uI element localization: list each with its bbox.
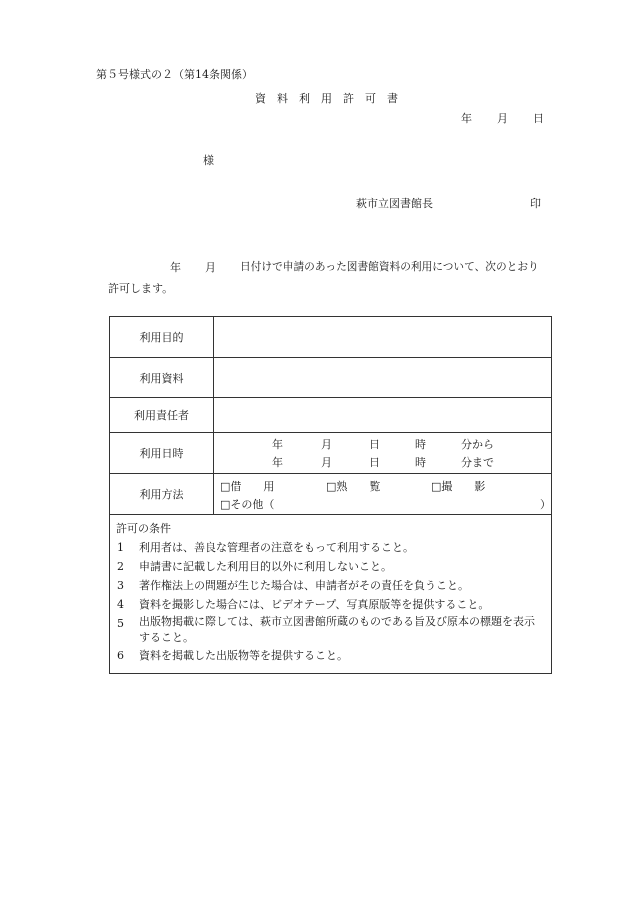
conditions-cell [110, 515, 552, 674]
condition-number: 6 [117, 649, 124, 662]
permit-table [109, 316, 552, 674]
method-value [214, 474, 552, 515]
datetime-to [214, 453, 551, 471]
materials-label: 利用資料 [110, 358, 214, 398]
method-photograph: □撮 影 [431, 480, 486, 493]
to-day: 日 [369, 456, 380, 469]
issuer-name: 萩市立図書館長 [356, 197, 433, 210]
condition-number: 3 [117, 579, 124, 592]
method-other [214, 494, 551, 512]
form-number: 第５号様式の２（第14条関係） [96, 68, 253, 81]
seal-mark: 印 [530, 197, 541, 210]
materials-value [214, 358, 552, 398]
method-other-label: □その他（ [220, 498, 275, 511]
from-month: 月 [321, 438, 332, 451]
condition-item [116, 538, 545, 557]
datetime-value [214, 433, 552, 474]
condition-number: 4 [117, 598, 124, 611]
body-line2: 許可します。 [108, 282, 174, 295]
condition-text: 出版物掲載に際しては、萩市立図書館所蔵のものである旨及び原本の標題を表示すること。 [139, 615, 535, 644]
method-label: 利用方法 [110, 474, 214, 515]
row-datetime [110, 433, 552, 474]
condition-number: 2 [117, 560, 124, 573]
from-year: 年 [272, 438, 283, 451]
purpose-value [214, 317, 552, 358]
from-day: 日 [369, 438, 380, 451]
datetime-from [214, 435, 551, 453]
date-year: 年 [461, 112, 472, 125]
body-line1: 日付けで申請のあった図書館資料の利用について、次のとおり [240, 260, 539, 273]
method-options [214, 476, 551, 494]
body-month: 月 [205, 261, 216, 274]
responsible-label: 利用責任者 [110, 398, 214, 433]
condition-item [116, 595, 545, 614]
method-borrow: □借 用 [220, 480, 275, 493]
date-month: 月 [497, 112, 508, 125]
datetime-label: 利用日時 [110, 433, 214, 474]
body-year: 年 [170, 261, 181, 274]
condition-item [116, 557, 545, 576]
condition-item [116, 576, 545, 595]
condition-number: 1 [117, 541, 124, 554]
conditions-title: 許可の条件 [116, 522, 171, 535]
to-month: 月 [321, 456, 332, 469]
from-hour: 時 [415, 438, 426, 451]
row-conditions [110, 515, 552, 674]
date-day: 日 [533, 112, 544, 125]
from-minute: 分から [461, 438, 494, 451]
to-year: 年 [272, 456, 283, 469]
purpose-label: 利用目的 [110, 317, 214, 358]
to-minute: 分まで [461, 456, 494, 469]
condition-text: 資料を掲載した出版物等を提供すること。 [139, 649, 348, 662]
condition-text: 利用者は、善良な管理者の注意をもって利用すること。 [139, 541, 414, 554]
method-inspect: □熟 覧 [326, 480, 381, 493]
row-responsible [110, 398, 552, 433]
condition-item [116, 646, 545, 665]
to-hour: 時 [415, 456, 426, 469]
condition-text: 著作権法上の問題が生じた場合は、申請者がその責任を負うこと。 [139, 579, 469, 592]
condition-text: 申請書に記載した利用目的以外に利用しないこと。 [139, 560, 392, 573]
row-purpose [110, 317, 552, 358]
responsible-value [214, 398, 552, 433]
condition-item [116, 614, 545, 646]
row-method [110, 474, 552, 515]
row-materials [110, 358, 552, 398]
addressee-suffix: 様 [203, 154, 214, 167]
condition-number: 5 [117, 617, 124, 630]
method-other-close: ） [540, 498, 551, 511]
page-title: 資 料 利 用 許 可 書 [255, 92, 398, 105]
condition-text: 資料を撮影した場合には、ビデオテープ、写真原版等を提供すること。 [139, 598, 490, 611]
